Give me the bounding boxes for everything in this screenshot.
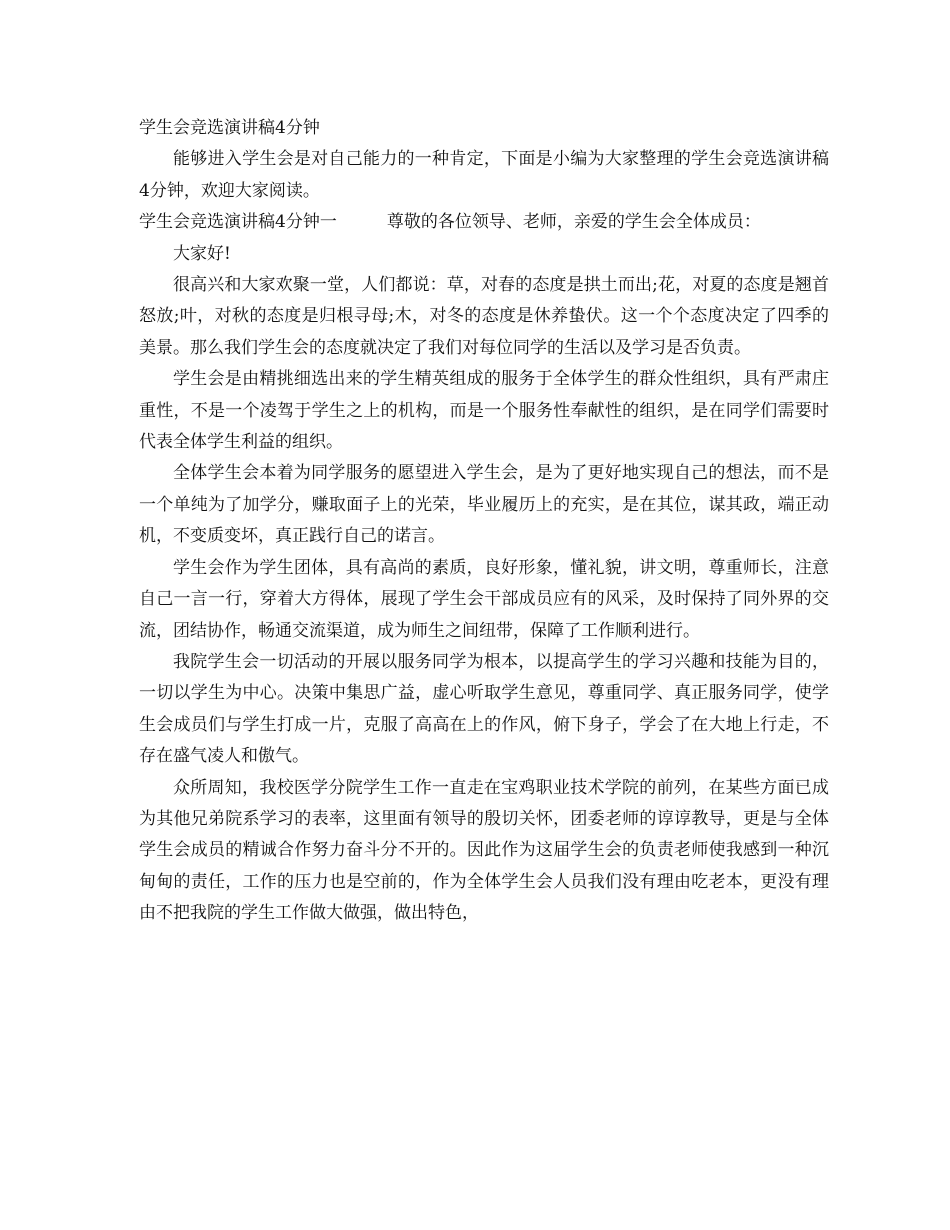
section-heading: 学生会竞选演讲稿4分钟一 bbox=[139, 212, 337, 233]
intro-paragraph: 能够进入学生会是对自己能力的一种肯定，下面是小编为大家整理的学生会竞选演讲稿4分钟，欢迎大家阅读。 bbox=[139, 149, 829, 201]
body-paragraph-6: 众所周知，我校医学分院学生工作一直走在宝鸡职业技术学院的前列，在某些方面已成为其他兄弟院系学习的表率，这里面有领导的殷切关怀，团委老师的谆谆教导，更是与全体学生会成员的精诚合作努力奋斗分不开的。因此作为这届学生会的负责老师使我感到一种沉甸甸的责任，工作的压力也是空前的，作为全体学生会人员我们没有理由吃老本，更没有理由不把我院的学生工作做大做强，做出特色， bbox=[139, 777, 829, 924]
salutation: 尊敬的各位领导、老师，亲爱的学生会全体成员： bbox=[386, 212, 761, 233]
document-body bbox=[139, 113, 829, 930]
greeting: 大家好! bbox=[173, 243, 231, 264]
body-paragraph-2: 学生会是由精挑细选出来的学生精英组成的服务于全体学生的群众性组织，具有严肃庄重性，不是一个凌驾于学生之上的机构，而是一个服务性奉献性的组织，是在同学们需要时代表全体学生利益的组织。 bbox=[139, 369, 829, 453]
document-title: 学生会竞选演讲稿4分钟 bbox=[139, 118, 320, 138]
body-paragraph-3: 全体学生会本着为同学服务的愿望进入学生会，是为了更好地实现自己的想法，而不是一个单纯为了加学分，赚取面子上的光荣，毕业履历上的充实，是在其位，谋其政，端正动机，不变质变坏，真正践行自己的诺言。 bbox=[139, 463, 829, 547]
body-paragraph-1: 很高兴和大家欢聚一堂，人们都说：草，对春的态度是拱土而出;花，对夏的态度是翘首怒放;叶，对秋的态度是归根寻母;木，对冬的态度是休养蛰伏。这一个个态度决定了四季的美景。那么我们学生会的态度就决定了我们对每位同学的生活以及学习是否负责。 bbox=[139, 275, 829, 358]
body-paragraph-5: 我院学生会一切活动的开展以服务同学为根本，以提高学生的学习兴趣和技能为目的，一切以学生为中心。决策中集思广益，虚心听取学生意见，尊重同学、真正服务同学，使学生会成员们与学生打成一片，克服了高高在上的作风，俯下身子，学会了在大地上行走，不存在盛气凌人和傲气。 bbox=[139, 651, 829, 767]
section-heading-line bbox=[139, 207, 829, 238]
body-paragraph-4: 学生会作为学生团体，具有高尚的素质，良好形象，懂礼貌，讲文明，尊重师长，注意自己一言一行，穿着大方得体，展现了学生会干部成员应有的风采，及时保持了同外界的交流，团结协作，畅通交流渠道，成为师生之间纽带，保障了工作顺利进行。 bbox=[139, 557, 829, 641]
